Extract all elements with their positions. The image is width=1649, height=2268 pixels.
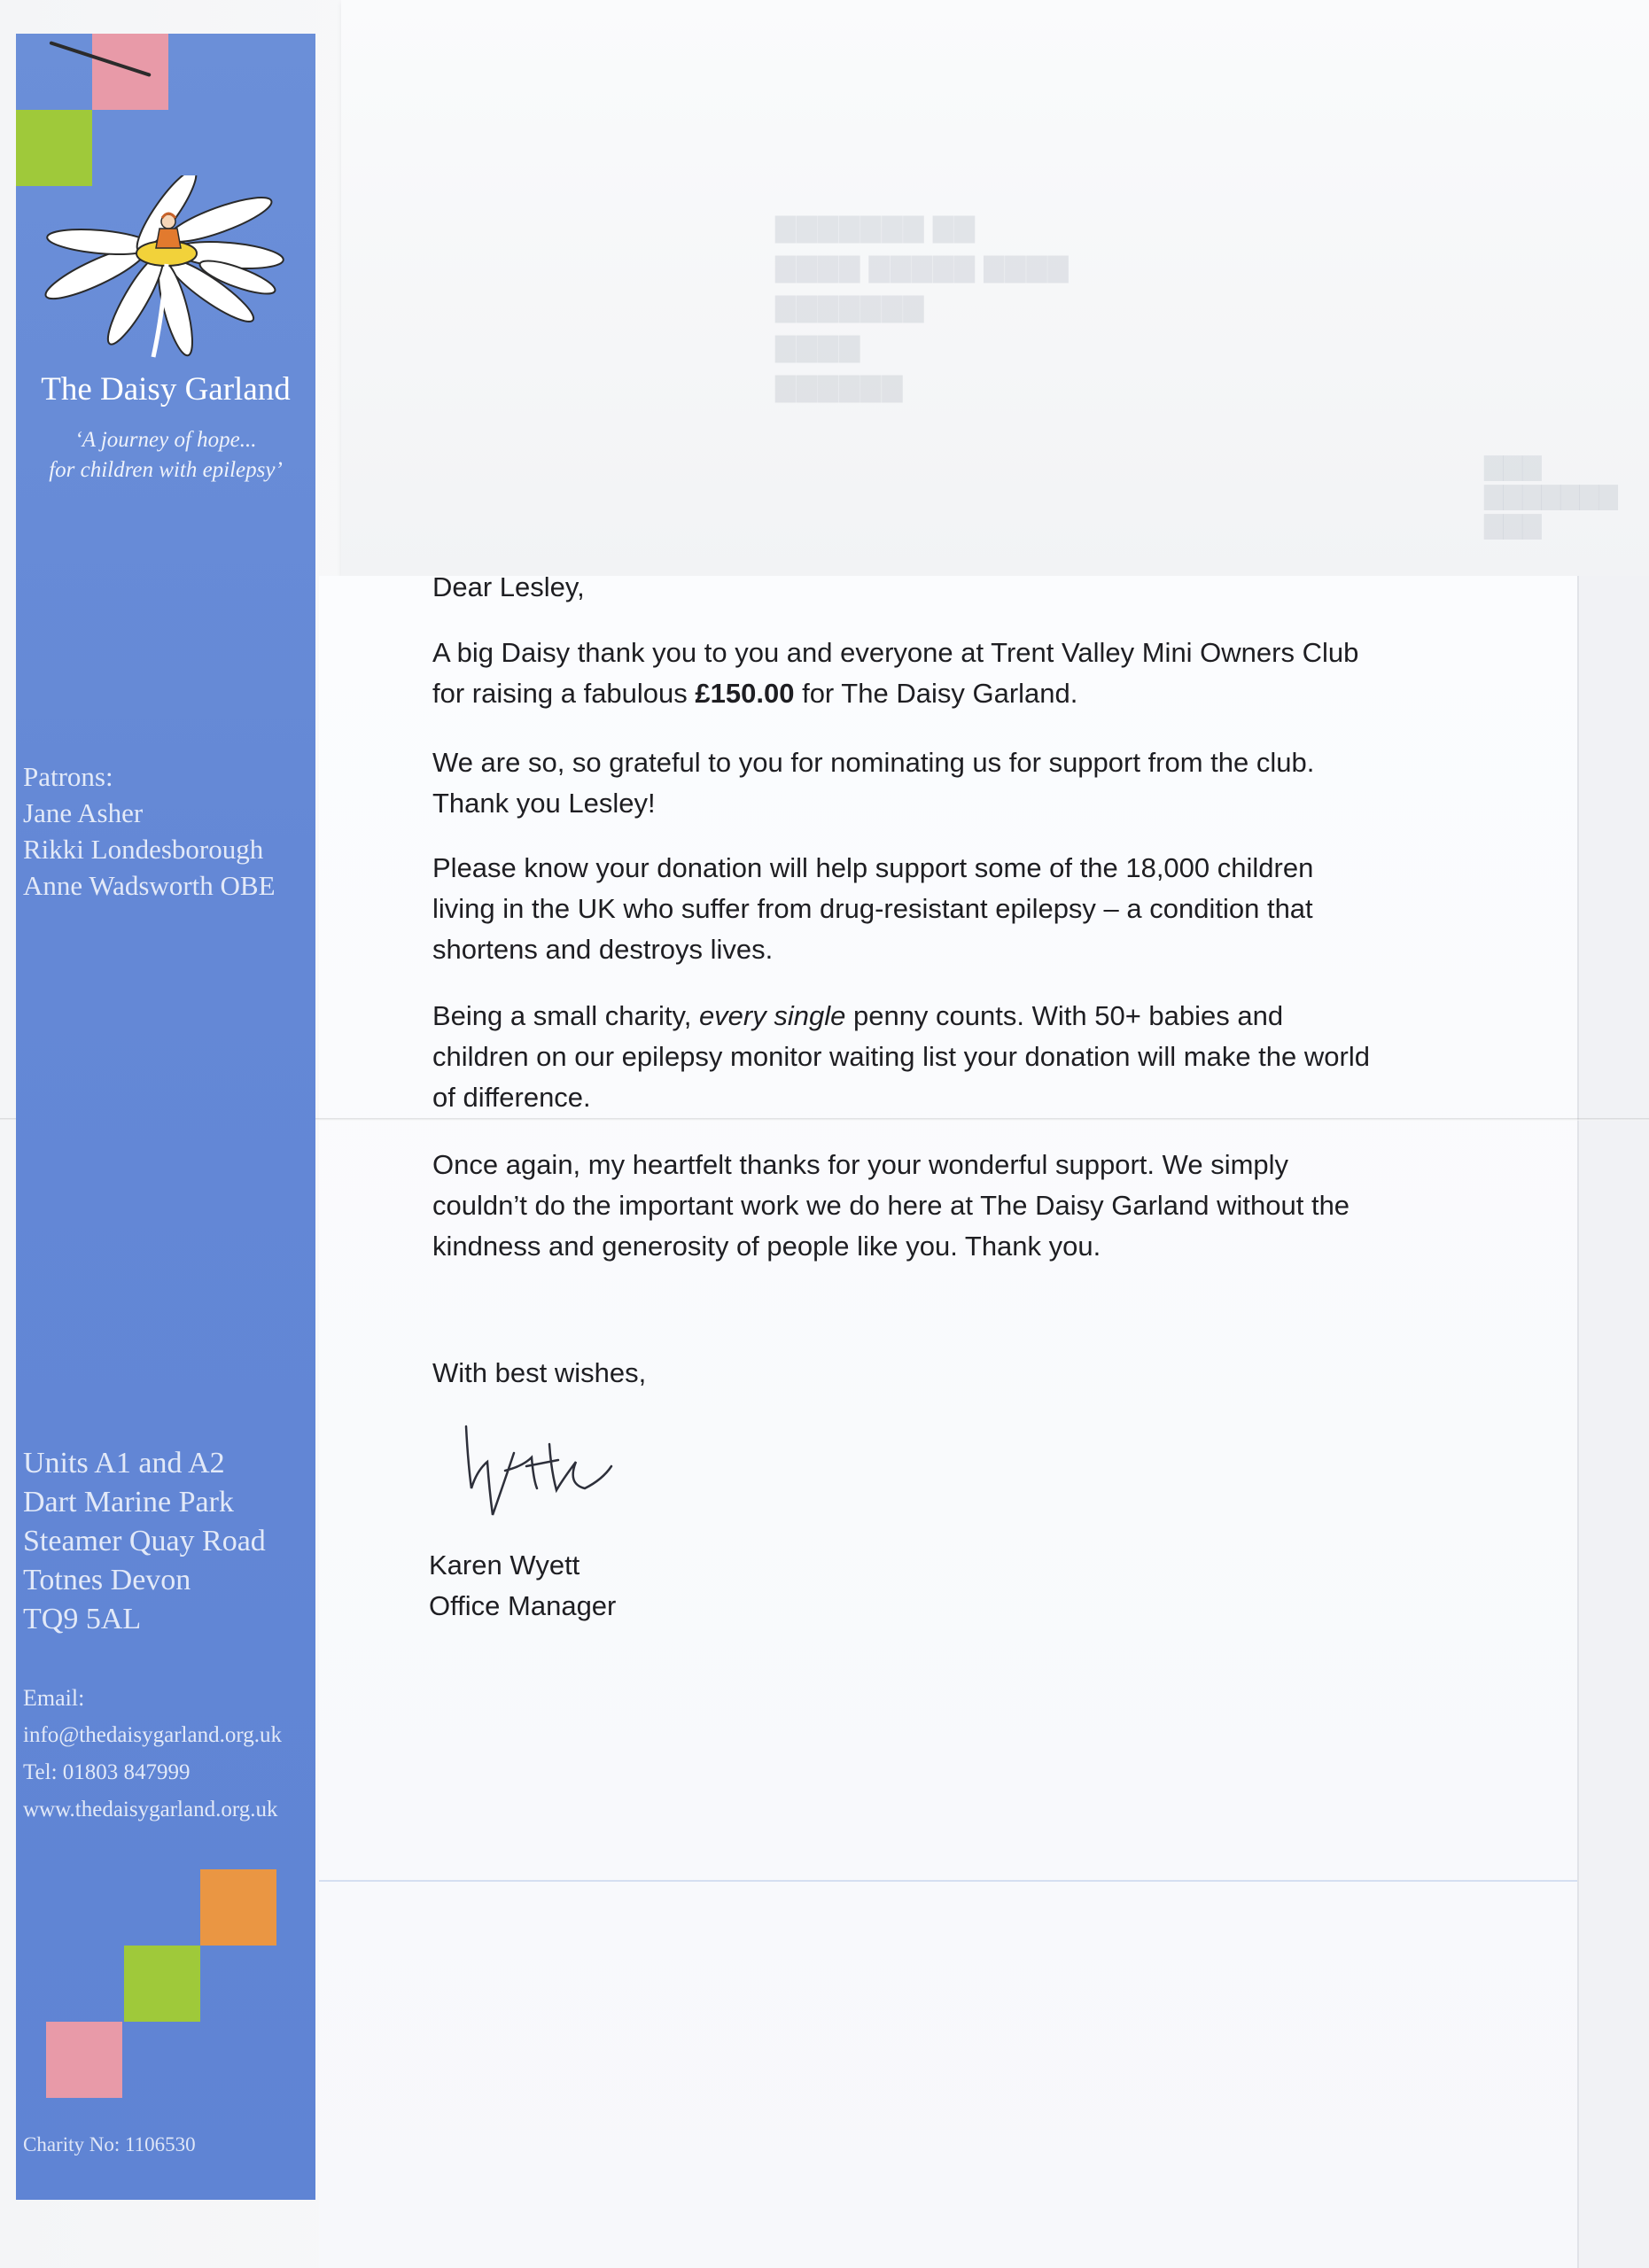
paragraph-1 <box>432 633 1381 714</box>
paragraph-text: A big Daisy thank you to you and everyone at Trent Valley Mini Owners Club for raising a fabulous <box>432 637 1359 709</box>
emphasis-text: every single <box>698 1000 846 1031</box>
tagline <box>16 425 315 485</box>
paragraph-5: Once again, my heartfelt thanks for your wonderful support. We simply couldn’t do the important work we do here at The Daisy Garland without the kindness and generosity of people like you. Thank you. <box>432 1149 1350 1262</box>
charity-number: Charity No: 1106530 <box>23 2133 196 2155</box>
pink-square <box>92 34 168 110</box>
closing: With best wishes, <box>432 1357 647 1388</box>
greeting: Dear Lesley, <box>432 571 585 602</box>
orange-square <box>200 1869 276 1946</box>
envelope-sheet <box>341 0 1649 578</box>
letterhead-strip <box>16 34 315 2200</box>
patrons-label: Patrons: <box>23 761 113 792</box>
signer-name: Karen Wyett <box>429 1550 580 1581</box>
telephone: Tel: 01803 847999 <box>23 1760 191 1784</box>
email-address: info@thedaisygarland.org.uk <box>23 1723 282 1747</box>
contact-block <box>23 1680 282 1829</box>
org-name: The Daisy Garland <box>41 371 291 408</box>
address-line: Totnes Devon <box>23 1564 191 1596</box>
patron-name: Jane Asher <box>23 797 144 828</box>
paragraph-text: penny counts. With 50+ babies and children on our epilepsy monitor waiting list your donation will make the world of difference. <box>432 1000 1370 1113</box>
show-through-date: ▇▇▇ ▇▇▇▇▇▇▇ ▇▇▇ <box>1484 453 1618 539</box>
address-line: Dart Marine Park <box>23 1486 234 1518</box>
daisy-logo-icon <box>34 175 299 361</box>
green-square <box>124 1946 200 2022</box>
patrons-block <box>23 758 276 904</box>
tagline-line: for children with epilepsy’ <box>49 458 283 482</box>
signature-icon <box>452 1418 629 1533</box>
address-line: Units A1 and A2 <box>23 1447 225 1480</box>
paragraph-4 <box>432 996 1381 1118</box>
patron-name: Anne Wadsworth OBE <box>23 870 276 901</box>
fold-line-lower <box>319 1880 1577 1882</box>
address-line: Steamer Quay Road <box>23 1525 266 1557</box>
signer-block <box>429 1545 1377 1627</box>
patron-name: Rikki Londesborough <box>23 834 264 865</box>
paragraph-2: We are so, so grateful to you for nominating us for support from the club. Thank you Lesley! <box>432 747 1315 819</box>
show-through-address: ▇▇▇▇▇▇▇ ▇▇ ▇▇▇▇ ▇▇▇▇▇ ▇▇▇▇ ▇▇▇▇▇▇▇ ▇▇▇▇ ▇▇▇▇▇▇ <box>775 214 1070 402</box>
address-block <box>23 1444 266 1639</box>
address-line: TQ9 5AL <box>23 1603 142 1635</box>
paragraph-text: for The Daisy Garland. <box>794 678 1078 709</box>
paragraph-3: Please know your donation will help support some of the 18,000 children living in the UK who suffer from drug-resistant epilepsy – a condition that shortens and destroys lives. <box>432 852 1314 965</box>
signer-title: Office Manager <box>429 1590 617 1621</box>
email-label: Email: <box>23 1685 85 1711</box>
sheet-edge <box>1577 576 1649 2268</box>
website: www.thedaisygarland.org.uk <box>23 1798 278 1821</box>
donation-amount: £150.00 <box>695 678 795 709</box>
tagline-line: ‘A journey of hope... <box>74 428 257 452</box>
pink-square <box>46 2022 122 2098</box>
paragraph-text: Being a small charity, <box>432 1000 699 1031</box>
